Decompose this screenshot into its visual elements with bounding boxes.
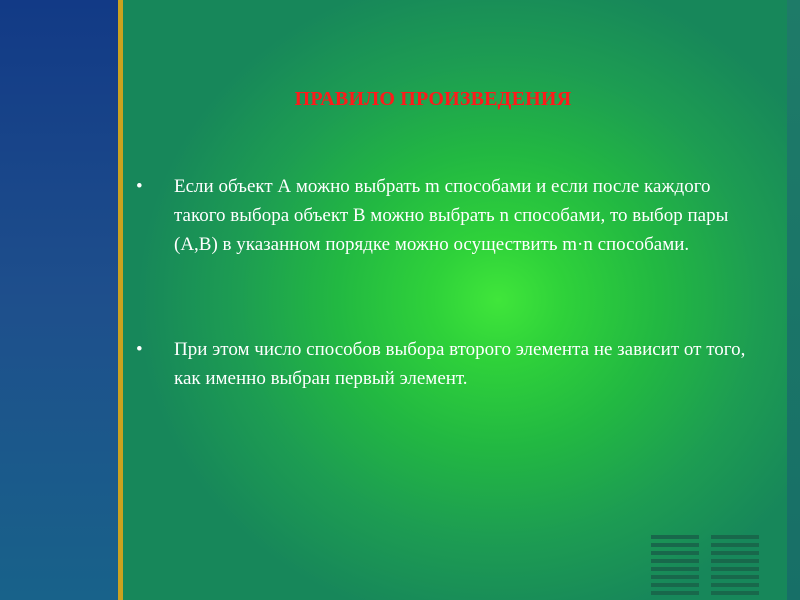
stripe xyxy=(711,591,759,595)
decorative-stripes xyxy=(651,535,759,600)
stripe xyxy=(651,583,699,587)
stripe xyxy=(651,551,699,555)
stripes-right-column xyxy=(711,535,759,600)
stripe xyxy=(711,567,759,571)
right-edge-band xyxy=(787,0,800,600)
slide-title: ПРАВИЛО ПРОИЗВЕДЕНИЯ xyxy=(294,88,572,110)
stripe xyxy=(651,591,699,595)
stripe xyxy=(711,543,759,547)
stripe xyxy=(651,559,699,563)
stripe xyxy=(651,543,699,547)
stripes-left-column xyxy=(651,535,699,600)
bullet-text-1: Если объект А можно выбрать m способами и если после каждого такого выбора объект В можно выбрать n способами, то выбор пары (А,В) в указанном порядке можно осуществить m·n способами. xyxy=(174,176,729,255)
stripe xyxy=(711,535,759,539)
stripe xyxy=(711,575,759,579)
stripe xyxy=(651,535,699,539)
stripe xyxy=(711,583,759,587)
bullet-text-2: При этом число способов выбора второго элемента не зависит от того, как именно выбран первый элемент. xyxy=(174,339,746,389)
stripe xyxy=(651,575,699,579)
stripe xyxy=(711,551,759,555)
stripe xyxy=(711,559,759,563)
bullet-icon: • xyxy=(136,176,143,197)
bullet-icon: • xyxy=(136,339,143,360)
left-band xyxy=(0,0,118,600)
stripe xyxy=(651,567,699,571)
